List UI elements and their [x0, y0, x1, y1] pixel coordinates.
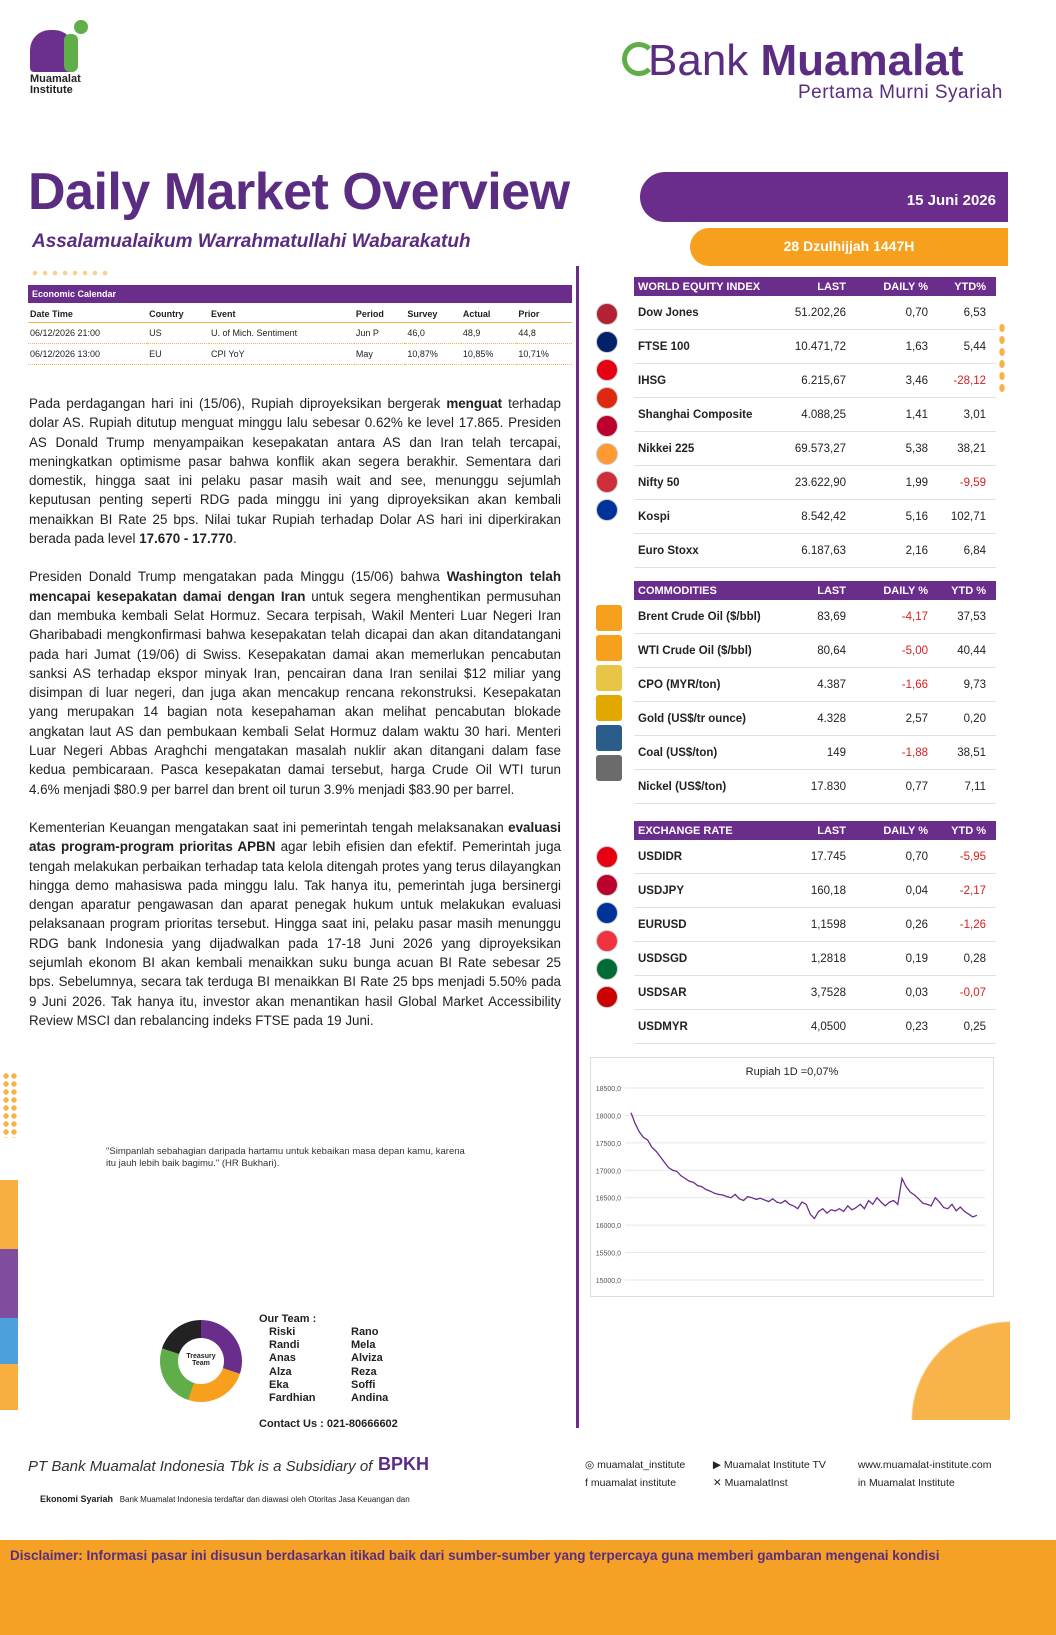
calendar-column-header: Event [209, 303, 354, 323]
decorative-dots [998, 322, 1006, 392]
bank-name-bold: Muamalat [760, 36, 964, 85]
table-row [634, 736, 996, 770]
oil-barrel-icon [596, 605, 622, 631]
column-divider [576, 266, 579, 1428]
cell-name: USDMYR [638, 1020, 688, 1033]
coal-cart-icon [596, 725, 622, 751]
cell-last: 83,69 [817, 610, 846, 623]
table-row [634, 500, 996, 534]
japan-flag-icon [596, 415, 618, 437]
table-row [634, 1010, 996, 1044]
cell-daily: 0,77 [905, 780, 928, 793]
calendar-cell: U. of Mich. Sentiment [209, 323, 354, 344]
table-row [634, 840, 996, 874]
calendar-cell: 10,85% [461, 344, 517, 365]
bank-name-light: Bank [648, 36, 761, 85]
cell-ytd: 40,44 [957, 644, 986, 657]
cell-ytd: 3,01 [963, 408, 986, 421]
cell-daily: -1,88 [901, 746, 928, 759]
cell-ytd: 9,73 [963, 678, 986, 691]
team-member: Anas [269, 1352, 296, 1365]
table-header-cell: LAST [817, 584, 846, 597]
cell-last: 17.745 [810, 850, 846, 863]
cell-name: Euro Stoxx [638, 544, 699, 557]
cell-ytd: 0,25 [963, 1020, 986, 1033]
nickel-ore-icon [596, 755, 622, 781]
table-row [634, 668, 996, 702]
oil-barrel-icon [596, 635, 622, 661]
cell-ytd: 5,44 [963, 340, 986, 353]
team-member: Andina [351, 1392, 389, 1405]
table-row [634, 976, 996, 1010]
contact-info: Contact Us : 021-80666602 [259, 1418, 398, 1430]
regulatory-notice [40, 1494, 410, 1504]
cell-name: IHSG [638, 374, 667, 387]
cell-ytd: 6,84 [963, 544, 986, 557]
cell-ytd: -1,26 [959, 918, 986, 931]
calendar-column-header: Country [147, 303, 209, 323]
cell-last: 160,18 [810, 884, 846, 897]
paragraph-iran: Presiden Donald Trump mengatakan pada Minggu (15/06) bahwa Washington telah mencapai kesepakatan damai dengan Iran untuk segera menghentikan permusuhan dan membuka kembali Selat Hormuz. Secara terpisah, Wakil Menteri Luar Negeri Iran Gharibabadi mengkonfirmasi bahwa kesepakatan telah dicapai dan akan ditandatangani pada hari Jumat (19/06) di Swiss. Kesepakatan damai akan memerlukan pencabutan sanksi AS terhadap ekspor minyak Iran, pencairan dana Iran senilai $12 miliar yang disimpan di luar negeri, dan juga akan mencakup rencana rekonstruksi. Kesepakatan yang merupakan 14 bagian nota kesepahaman akan melihat pencabutan blokade angkatan laut AS dan pembukaan kembali Selat Hormuz dalam waktu 30 hari. Menteri Luar Negeri Abbas Araghchi mengatakan masalah nuklir akan ditangani dalam fase kedua pembicaraan. Pasca kesepakatan damai tersebut, harga Crude Oil WTI turun 4.6% menjadi $80.9 per barrel dan brent oil turun 3.9% menjadi $83.90 per barrel. [29, 569, 562, 797]
world-equity-index-table [634, 277, 996, 568]
social-links [585, 1456, 991, 1492]
youtube-link[interactable]: ▶ Muamalat Institute TV [712, 1459, 826, 1471]
cell-last: 4.328 [817, 712, 846, 725]
cell-daily: 2,57 [905, 712, 928, 725]
cell-name: Gold (US$/tr ounce) [638, 712, 746, 725]
cell-daily: -1,66 [901, 678, 928, 691]
cell-last: 4,0500 [810, 1020, 846, 1033]
calendar-column-header: Prior [516, 303, 572, 323]
paragraph-rupiah: Pada perdagangan hari ini (15/06), Rupiah diproyeksikan bergerak menguat terhadap dolar AS. Rupiah ditutup menguat minggu lalu sebesar 0.62% ke level 17.865. Presiden AS Donald Trump menyampaikan kesepakatan antara AS dan Iran telah tercapai, meningkatkan optimisme pasar bahwa konflik akan segera berakhir. Sementara dari domestik, hingga saat ini pelaku pasar masih wait and see, menunggu sejumlah keputusan penting seperti RDG pada minggu ini yang diproyeksikan akan kembali menaikkan BI Rate 25 bps. Nilai tukar Rupiah terhadap Dolar AS hari ini diperkirakan berada pada level 17.670 - 17.770. [29, 396, 561, 547]
decorative-dots [2, 1072, 18, 1138]
japan-flag-icon [596, 874, 618, 896]
cell-name: Dow Jones [638, 306, 699, 319]
decorative-stripe [0, 1180, 18, 1410]
cell-name: CPO (MYR/ton) [638, 678, 721, 691]
calendar-column-header: Date Time [28, 303, 147, 323]
decorative-shape [880, 1300, 1010, 1420]
y-tick-label: 15000,0 [595, 1278, 621, 1285]
eu-flag-icon [596, 902, 618, 924]
calendar-cell: 44,8 [516, 323, 572, 344]
team-list [259, 1313, 389, 1405]
cell-name: FTSE 100 [638, 340, 690, 353]
cell-last: 23.622,90 [794, 476, 846, 489]
cell-name: Nifty 50 [638, 476, 680, 489]
cell-ytd: -0,07 [959, 986, 986, 999]
y-tick-label: 18000,0 [595, 1113, 621, 1121]
table-row [634, 770, 996, 804]
table-row [634, 600, 996, 634]
calendar-cell: 06/12/2026 13:00 [28, 344, 147, 365]
cell-daily: 0,03 [905, 986, 928, 999]
cell-daily: 5,16 [905, 510, 928, 523]
table-header-cell: DAILY % [883, 824, 928, 837]
calendar-table [28, 303, 572, 365]
bank-tagline: Pertama Murni Syariah [798, 82, 1003, 103]
y-tick-label: 18500,0 [595, 1086, 621, 1093]
table-row [634, 466, 996, 500]
bpkh-logo: BPKH [378, 1454, 430, 1474]
cell-daily: 1,63 [905, 340, 928, 353]
calendar-column-header: Period [354, 303, 405, 323]
cell-daily: 0,70 [905, 850, 928, 863]
uk-flag-icon [596, 331, 618, 353]
table-header-cell: YTD % [951, 584, 986, 597]
calendar-cell: May [354, 344, 405, 365]
cell-daily: 3,46 [905, 374, 928, 387]
table-row [634, 702, 996, 736]
currency-icons [596, 840, 624, 1014]
cell-daily: 0,19 [905, 952, 928, 965]
rupiah-chart [590, 1057, 994, 1297]
indonesia-flag-icon [596, 359, 618, 381]
table-row [634, 432, 996, 466]
calendar-cell: EU [147, 344, 209, 365]
commodities-table [634, 581, 996, 804]
ojk-text: Bank Muamalat Indonesia terdaftar dan diawasi oleh Otoritas Jasa Keuangan dan [119, 1495, 410, 1504]
cell-daily: 0,04 [905, 884, 928, 897]
hijri-date-banner: 28 Dzulhijjah 1447H [690, 228, 1008, 266]
calendar-row [28, 344, 572, 365]
palm-oil-icon [596, 665, 622, 691]
cell-ytd: -28,12 [953, 374, 986, 387]
calendar-cell: 46,0 [405, 323, 461, 344]
cell-name: Coal (US$/ton) [638, 746, 718, 759]
cell-ytd: 6,53 [963, 306, 986, 319]
date-banner: 15 Juni 2026 [640, 172, 1008, 222]
calendar-cell: CPI YoY [209, 344, 354, 365]
cell-last: 80,64 [817, 644, 846, 657]
table-row [634, 874, 996, 908]
cell-daily: 0,70 [905, 306, 928, 319]
greeting: Assalamualaikum Warrahmatullahi Wabarakatuh [32, 231, 471, 252]
table-header-cell: LAST [817, 280, 846, 293]
treasury-team-logo: Treasury Team [160, 1320, 242, 1402]
commodity-icons [596, 601, 624, 785]
cell-daily: 0,23 [905, 1020, 928, 1033]
cell-ytd: 7,11 [964, 780, 986, 793]
calendar-cell: 48,9 [461, 323, 517, 344]
cell-ytd: -5,95 [959, 850, 986, 863]
cell-last: 1,2818 [810, 952, 846, 965]
subsidiary-text: PT Bank Muamalat Indonesia Tbk is a Subsidiary of [28, 1458, 373, 1475]
singapore-flag-icon [596, 930, 618, 952]
team-member: Rano [351, 1326, 379, 1338]
table-row [634, 534, 996, 568]
us-flag-icon [596, 303, 618, 325]
y-tick-label: 17500,0 [595, 1140, 621, 1148]
cell-last: 8.542,42 [801, 510, 846, 523]
team-member: Soffi [351, 1378, 376, 1391]
table-row [634, 296, 996, 330]
cell-ytd: 0,20 [963, 712, 986, 725]
linkedin-link[interactable]: in Muamalat Institute [857, 1477, 955, 1489]
instagram-link[interactable]: ◎ muamalat_institute [585, 1459, 686, 1471]
page-title: Daily Market Overview [28, 163, 570, 221]
calendar-cell: Jun P [354, 323, 405, 344]
y-tick-label: 15500,0 [595, 1250, 621, 1258]
malaysia-flag-icon [596, 986, 618, 1008]
calendar-row [28, 323, 572, 344]
cell-name: Nikkei 225 [638, 442, 695, 455]
paragraph-apbn: Kementerian Keuangan mengatakan saat ini pemerintah tengah melaksanakan evaluasi atas program-program prioritas APBN agar lebih efisien dan efektif. Pemerintah juga tengah melakukan perbaikan terhadap tata kelola ditengah protes yang terus dilayangkan hingga demo mahasiswa pada minggu lalu. Tak hanya itu, pemerintah juga bersinergi dengan aparatur pengawasan dan aparat penegak hukum untuk melakukan evaluasi pelaksanaan program prioritas tersebut. Hingga saat ini, pelaku pasar masih menunggu RDG bank Indonesia yang dijadwalkan pada 17-18 Juni 2026 yang diproyeksikan sejumlah ekonom BI akan kembali menaikkan suku bunga acuan BI Rate sebesar 25 bps. Sebelumnya, secara tak terduga BI menaikkan BI Rate 25 bps menjadi 5.50% pada 9 Juni 2026. Tak hanya itu, investor akan menantikan hasil Global Market Accessibility Review MSCI dan rebalancing indeks FTSE pada 19 Juni. [29, 819, 561, 1028]
mi-logo-text: Muamalat Institute [30, 73, 81, 96]
cell-name: Nickel (US$/ton) [638, 780, 727, 793]
cell-last: 4.088,25 [801, 408, 846, 421]
cell-last: 6.215,67 [801, 374, 846, 387]
cell-last: 149 [826, 746, 846, 759]
muamalat-institute-logo [30, 20, 100, 96]
team-member: Eka [269, 1378, 289, 1391]
chart-title: Rupiah 1D =0,07% [745, 1066, 839, 1078]
calendar-cell: US [147, 323, 209, 344]
cell-last: 51.202,26 [794, 306, 846, 319]
calendar-title: Economic Calendar [28, 285, 572, 303]
disclaimer: Disclaimer: Informasi pasar ini disusun berdasarkan itikad baik dari sumber-sumber yang terpercaya guna memberi gambaran mengenai kondisi [10, 1548, 940, 1563]
exchange-rate-table [634, 821, 996, 1044]
hadith-quote: "Simpanlah sebahagian daripada hartamu untuk kebaikan masa depan kamu, karena itu jauh lebih baik bagimu." (HR Bukhari). [106, 1146, 465, 1169]
table-header-cell: DAILY % [883, 584, 928, 597]
team-member: Riski [269, 1326, 296, 1338]
calendar-column-header: Survey [405, 303, 461, 323]
cell-ytd: 0,28 [963, 952, 986, 965]
cell-daily: 1,99 [905, 476, 928, 489]
cell-last: 1,1598 [810, 918, 846, 931]
cell-daily: -4,17 [901, 610, 928, 623]
facebook-link[interactable]: f muamalat institute [585, 1477, 677, 1489]
team-member: Alviza [351, 1352, 383, 1365]
calendar-cell: 06/12/2026 21:00 [28, 323, 147, 344]
cell-last: 3,7528 [810, 986, 846, 999]
y-tick-label: 17000,0 [595, 1168, 621, 1176]
saudi-flag-icon [596, 958, 618, 980]
bank-muamalat-logo [648, 36, 1008, 104]
table-row [634, 364, 996, 398]
korea-flag-icon [596, 471, 618, 493]
team-member: Reza [351, 1365, 377, 1378]
rupiah-line-chart [591, 1058, 995, 1298]
cell-last: 4.387 [817, 678, 846, 691]
decorative-dots [30, 268, 110, 278]
cell-daily: 1,41 [905, 408, 928, 421]
cell-ytd: 38,21 [957, 442, 986, 455]
table-row [634, 634, 996, 668]
table-header-cell: COMMODITIES [638, 584, 717, 597]
cell-ytd: -2,17 [959, 884, 986, 897]
table-row [634, 908, 996, 942]
cell-name: EURUSD [638, 918, 687, 931]
cell-daily: 2,16 [905, 544, 928, 557]
eu-flag-icon [596, 499, 618, 521]
table-header-cell: LAST [817, 824, 846, 837]
table-row [634, 330, 996, 364]
team-member: Fardhian [269, 1392, 316, 1405]
indonesia-flag-icon [596, 846, 618, 868]
cell-name: USDSGD [638, 952, 688, 965]
cell-name: WTI Crude Oil ($/bbl) [638, 644, 752, 657]
ekonomi-syariah-label: Ekonomi Syariah [40, 1494, 114, 1504]
table-row [634, 942, 996, 976]
table-header-cell: WORLD EQUITY INDEX [638, 280, 761, 293]
team-member: Alza [269, 1365, 292, 1378]
cell-name: USDJPY [638, 884, 685, 897]
economic-calendar [28, 285, 572, 365]
cell-name: Brent Crude Oil ($/bbl) [638, 610, 761, 623]
calendar-cell: 10,71% [516, 344, 572, 365]
cell-name: Shanghai Composite [638, 408, 753, 421]
mi-logo-icon [30, 20, 92, 72]
cell-ytd: -9,59 [959, 476, 986, 489]
cell-daily: 0,26 [905, 918, 928, 931]
cell-name: USDIDR [638, 850, 683, 863]
table-header-cell: YTD % [951, 824, 986, 837]
team-member: Mela [351, 1339, 376, 1352]
cell-name: Kospi [638, 510, 670, 523]
table-row [634, 398, 996, 432]
cell-ytd: 37,53 [957, 610, 986, 623]
table-header-cell: DAILY % [883, 280, 928, 293]
cell-last: 6.187,63 [801, 544, 846, 557]
team-heading: Our Team : [259, 1313, 317, 1325]
cell-last: 10.471,72 [794, 340, 846, 353]
cell-ytd: 102,71 [950, 510, 986, 523]
gold-bar-icon [596, 695, 622, 721]
rupiah-series-line [631, 1113, 977, 1219]
y-tick-label: 16000,0 [595, 1223, 621, 1231]
table-header-cell: EXCHANGE RATE [638, 824, 733, 837]
table-header-cell: YTD% [954, 280, 986, 293]
cell-daily: -5,00 [901, 644, 928, 657]
team-member: Randi [269, 1339, 300, 1352]
cell-name: USDSAR [638, 986, 687, 999]
cell-last: 69.573,27 [794, 442, 846, 455]
cell-ytd: 38,51 [957, 746, 986, 759]
cell-last: 17.830 [810, 780, 846, 793]
cell-daily: 5,38 [905, 442, 928, 455]
calendar-cell: 10,87% [405, 344, 461, 365]
calendar-column-header: Actual [461, 303, 517, 323]
y-tick-label: 16500,0 [595, 1195, 621, 1203]
market-commentary [29, 394, 561, 1049]
x-link[interactable]: ✕ MuamalatInst [712, 1477, 788, 1489]
equity-icons [596, 297, 624, 527]
india-flag-icon [596, 443, 618, 465]
china-flag-icon [596, 387, 618, 409]
website-link[interactable]: www.muamalat-institute.com [857, 1459, 992, 1471]
